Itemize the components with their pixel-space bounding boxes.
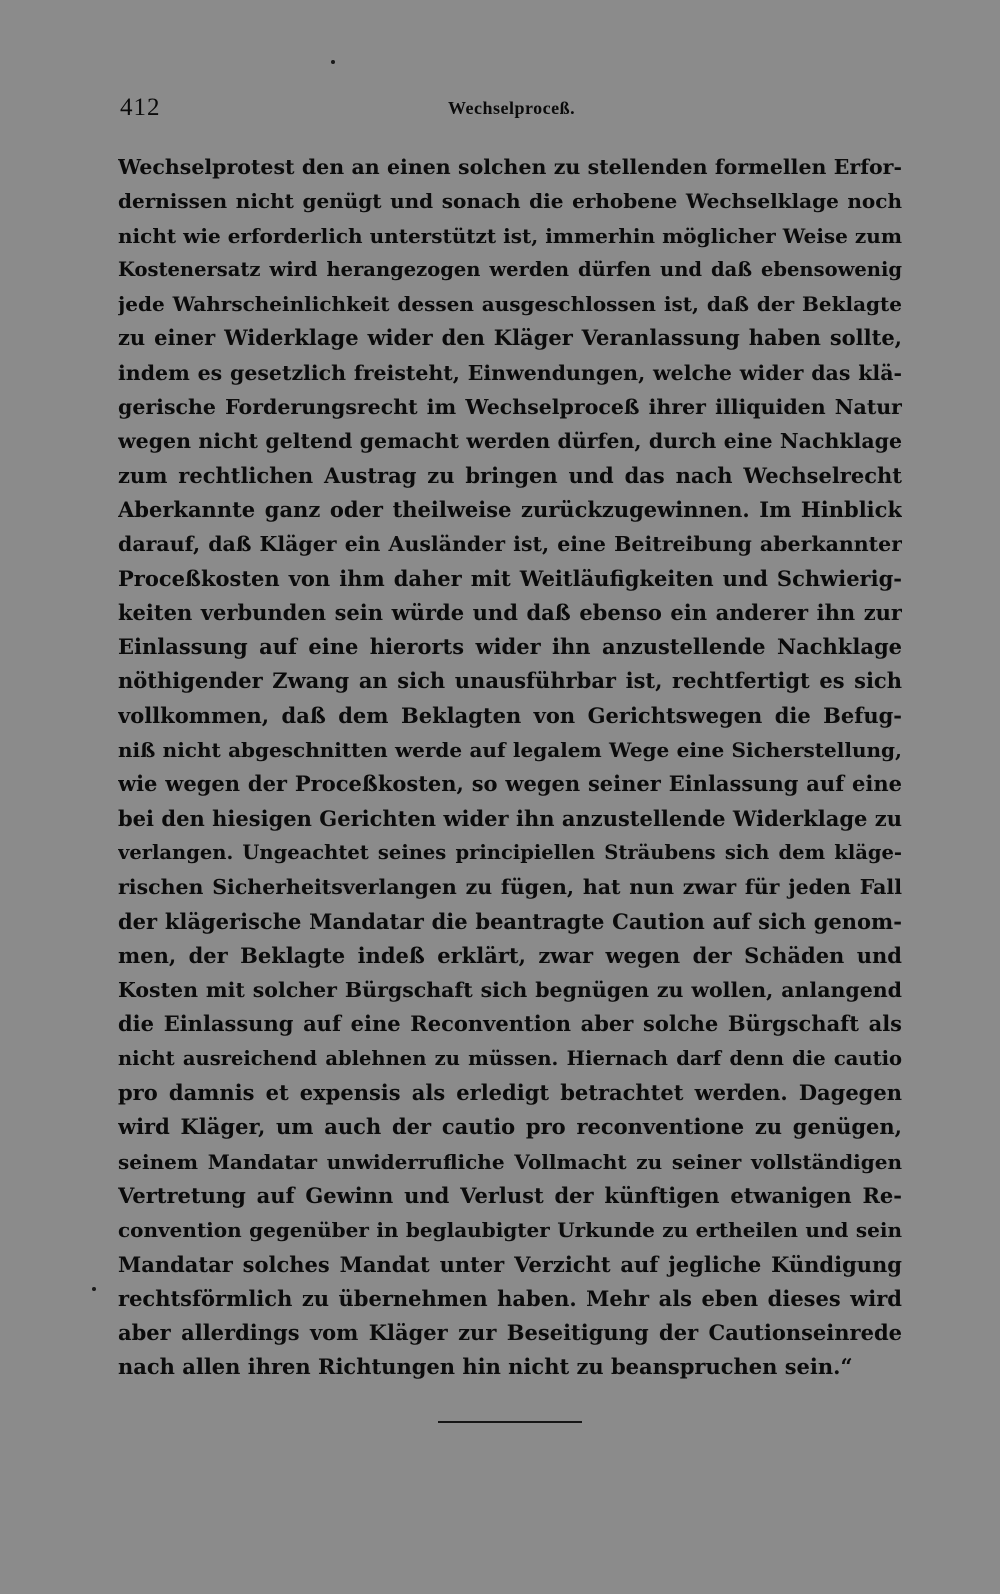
text-line: aber allerdings vom Kläger zur Beseitigung der Cautionseinrede [118, 1320, 902, 1346]
text-line: keiten verbunden sein würde und daß ebenso ein anderer ihn zur [118, 599, 902, 625]
text-line: rischen Sicherheitsverlangen zu fügen, hat nun zwar für jeden Fall [118, 875, 902, 900]
text-line: seinem Mandatar unwiderrufliche Vollmacht zu seiner vollständigen [118, 1149, 902, 1174]
text-line: indem es gesetzlich freisteht, Einwendungen, welche wider das klä- [118, 360, 902, 385]
body-text [118, 150, 902, 1385]
text-line: Vertretung auf Gewinn und Verlust der künftigen etwanigen Re- [118, 1182, 902, 1208]
page-number: 412 [120, 94, 161, 121]
text-line: nicht wie erforderlich unterstützt ist, immerhin möglicher Weise zum [118, 223, 902, 248]
text-line: wegen nicht geltend gemacht werden dürfen, durch eine Nachklage [118, 429, 902, 454]
text-line: Mandatar solches Mandat unter Verzicht auf jegliche Kündigung [118, 1251, 902, 1277]
text-line-last: nach allen ihren Richtungen hin nicht zu beanspruchen sein.“ [118, 1354, 853, 1380]
margin-speck-top [331, 60, 335, 64]
text-line: vollkommen, daß dem Beklagten von Gerichtswegen die Befug- [118, 702, 902, 728]
text-line: wird Kläger, um auch der cautio pro reconventione zu genügen, [118, 1114, 902, 1140]
text-line: rechtsförmlich zu übernehmen haben. Mehr als eben dieses wird [118, 1285, 902, 1311]
text-line: nicht ausreichend ablehnen zu müssen. Hiernach darf denn die cautio [118, 1046, 902, 1070]
text-line: bei den hiesigen Gerichten wider ihn anzustellende Widerklage zu [118, 805, 902, 831]
margin-speck-left [92, 1287, 96, 1291]
text-line: gerische Forderungsrecht im Wechselproceß ihrer illiquiden Natur [118, 395, 902, 420]
text-line: Kosten mit solcher Bürgschaft sich begnügen zu wollen, anlangend [118, 978, 902, 1003]
text-line: men, der Beklagte indeß erklärt, zwar wegen der Schäden und [118, 942, 902, 968]
text-line: wie wegen der Proceßkosten, so wegen seiner Einlassung auf eine [118, 771, 902, 797]
text-line: Proceßkosten von ihm daher mit Weitläufigkeiten und Schwierig- [118, 565, 902, 591]
text-line: Aberkannte ganz oder theilweise zurückzugewinnen. Im Hinblick [118, 496, 902, 522]
text-line: zum rechtlichen Austrag zu bringen und das nach Wechselrecht [118, 462, 902, 488]
text-line: pro damnis et expensis als erledigt betrachtet werden. Dagegen [118, 1080, 902, 1106]
page-header [118, 94, 900, 130]
text-line: Kostenersatz wird herangezogen werden dürfen und daß ebensowenig [118, 257, 902, 281]
text-line: darauf, daß Kläger ein Ausländer ist, eine Beitreibung aberkannter [118, 532, 902, 557]
text-line: verlangen. Ungeachtet seines principiellen Sträubens sich dem kläge- [118, 840, 902, 864]
section-end-rule [438, 1421, 582, 1423]
running-head: Wechselproceß. [448, 98, 576, 118]
text-line: jede Wahrscheinlichkeit dessen ausgeschlossen ist, daß der Beklagte [118, 292, 902, 317]
text-line: zu einer Widerklage wider den Kläger Veranlassung haben sollte, [118, 325, 902, 351]
text-line: niß nicht abgeschnitten werde auf legalem Wege eine Sicherstellung, [118, 738, 902, 763]
text-line: convention gegenüber in beglaubigter Urkunde zu ertheilen und sein [118, 1218, 902, 1243]
text-line: nöthigender Zwang an sich unausführbar ist, rechtfertigt es sich [118, 668, 902, 694]
text-line: Einlassung auf eine hierorts wider ihn anzustellende Nachklage [118, 634, 902, 660]
text-line: der klägerische Mandatar die beantragte Caution auf sich genom- [118, 908, 902, 934]
text-line: Wechselprotest den an einen solchen zu stellenden formellen Erfor- [118, 155, 902, 179]
text-line: die Einlassung auf eine Reconvention aber solche Bürgschaft als [118, 1011, 902, 1037]
text-line: dernissen nicht genügt und sonach die erhobene Wechselklage noch [118, 189, 902, 214]
